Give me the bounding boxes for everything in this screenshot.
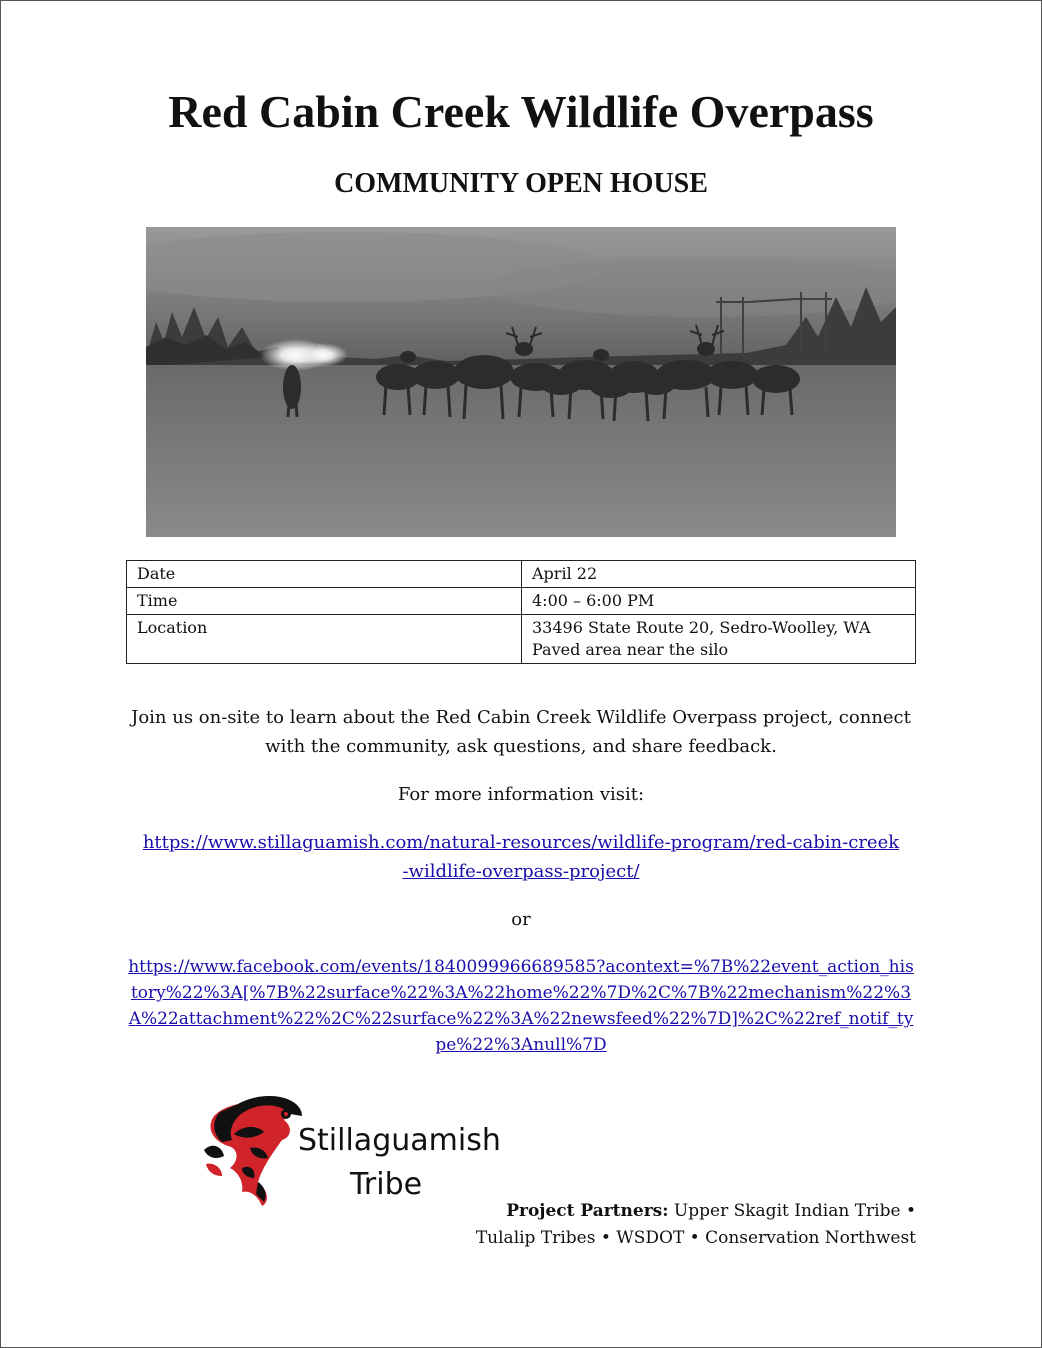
partners-line2: Tulalip Tribes • WSDOT • Conservation Northwest [475, 1228, 916, 1248]
partners-label: Project Partners: [506, 1201, 669, 1221]
location-value [522, 615, 916, 664]
tribe-website-link[interactable]: https://www.stillaguamish.com/natural-resources/wildlife-program/red-cabin-creek-wildlife-overpass-project/ [142, 832, 900, 882]
facebook-event-link[interactable]: https://www.facebook.com/events/1840099966689585?acontext=%7B%22event_action_history%22%3A[%7B%22surface%22%3A%22home%22%7D%2C%7B%22mechanism%22%3A%22attachment%22%2C%22surface%22%3A%22newsfeed%22%7D]%2C%22ref_notif_type%22%3Anull%7D [128, 957, 914, 1055]
table-row [127, 588, 916, 615]
time-value: 4:00 – 6:00 PM [522, 588, 916, 615]
intro-text: Join us on-site to learn about the Red Cabin Creek Wildlife Overpass project, connect with the community, ask questions, and share feedback. [131, 707, 911, 757]
location-address: 33496 State Route 20, Sedro-Woolley, WA [532, 618, 871, 637]
facebook-link-paragraph [126, 954, 916, 1058]
table-row [127, 561, 916, 588]
location-note: Paved area near the silo [532, 640, 729, 659]
or-text: or [511, 909, 531, 930]
tribe-link-paragraph [140, 828, 902, 886]
date-value: April 22 [522, 561, 916, 588]
logo-line2: Tribe [350, 1167, 423, 1202]
table-row [127, 615, 916, 664]
location-label: Location [127, 615, 522, 664]
time-label: Time [127, 588, 522, 615]
page-title: Red Cabin Creek Wildlife Overpass [168, 86, 874, 137]
date-label: Date [127, 561, 522, 588]
project-partners [396, 1198, 916, 1252]
more-info-text: For more information visit: [397, 784, 645, 805]
logo-line1: Stillaguamish [298, 1123, 501, 1158]
page-subtitle: COMMUNITY OPEN HOUSE [334, 168, 708, 199]
elk-herd-photo [146, 227, 896, 537]
salmon-icon [204, 1096, 302, 1206]
stillaguamish-tribe-logo [198, 1090, 508, 1208]
event-details-table [126, 560, 916, 664]
partners-line1: Upper Skagit Indian Tribe • [673, 1201, 916, 1221]
